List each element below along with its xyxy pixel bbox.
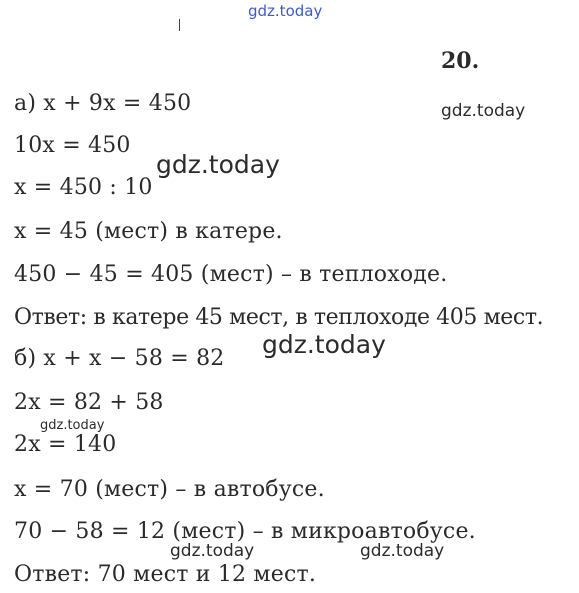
part-b-step-1: 2x = 82 + 58	[14, 390, 164, 415]
watermark-left: gdz.today	[40, 418, 105, 433]
part-a-step-3: x = 45 (мест) в катере.	[14, 219, 283, 244]
watermark-right: gdz.today	[441, 101, 526, 121]
part-b-equation: б) x + x − 58 = 82	[14, 346, 225, 371]
part-b-step-2: 2x = 140	[14, 432, 117, 457]
problem-number: 20.	[441, 48, 480, 74]
part-a-answer: Ответ: в катере 45 мест, в теплоходе 405 мест.	[14, 305, 544, 330]
watermark-top: gdz.today	[248, 2, 323, 20]
part-a-step-4: 450 − 45 = 405 (мест) – в теплоходе.	[14, 262, 448, 287]
watermark-middle: gdz.today	[262, 330, 386, 359]
watermark-bottom-left: gdz.today	[170, 541, 255, 561]
part-a-equation: а) x + 9x = 450	[14, 91, 192, 116]
part-b-step-4: 70 − 58 = 12 (мест) – в микроавтобусе.	[14, 519, 476, 544]
part-b-step-3: x = 70 (мест) – в автобусе.	[14, 477, 325, 502]
watermark-bottom-right: gdz.today	[360, 541, 445, 561]
stray-mark	[179, 19, 180, 31]
part-a-step-2: x = 450 : 10	[14, 175, 153, 200]
part-b-answer: Ответ: 70 мест и 12 мест.	[14, 562, 317, 587]
part-a-step-1: 10x = 450	[14, 133, 131, 158]
watermark-center: gdz.today	[156, 150, 280, 179]
